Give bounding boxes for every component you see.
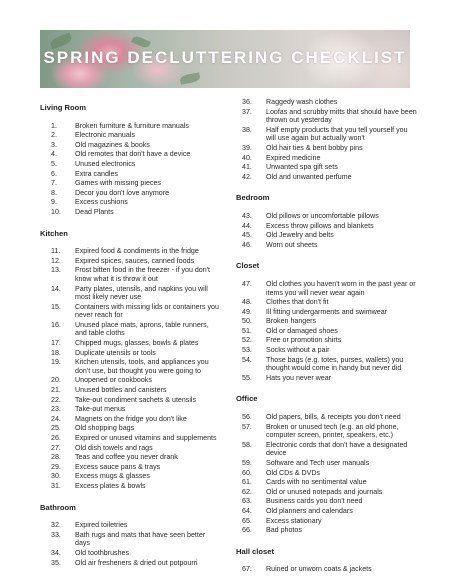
item-text: Old hair ties & bent bobby pins (266, 143, 363, 152)
checklist-item (236, 241, 418, 250)
checklist-item (236, 144, 418, 153)
checklist-item (236, 413, 418, 422)
item-text: Old planners and calendars (266, 506, 353, 515)
section-gap (40, 492, 220, 498)
checklist-item (40, 160, 220, 169)
item-text: Containers with missing lids or containers you never reach for (75, 302, 219, 320)
item-number: 18. (51, 348, 61, 357)
checklist-item (40, 463, 220, 472)
item-number: 20. (51, 376, 61, 385)
section-gap (40, 568, 220, 574)
item-number: 22. (51, 395, 61, 404)
checklist-item (236, 374, 418, 383)
checklist-item (40, 349, 220, 358)
checklist-item (236, 469, 418, 478)
checklist-item (40, 189, 220, 198)
item-text: Half empty products that you tell yourself you will use again but actually won't (266, 125, 408, 143)
item-number: 48. (242, 298, 252, 307)
item-text: Old air fresheners & dried out potpourri (75, 558, 198, 567)
item-text: Those bags (e.g. totes, purses, wallets) you thought would come in handy but never did (266, 355, 404, 373)
checklist-item (40, 285, 220, 302)
item-text: Old toothbrushes (75, 548, 130, 557)
item-number: 15. (51, 302, 61, 311)
item-number: 9. (51, 198, 57, 207)
item-text: Expired medicine (266, 153, 321, 162)
checklist-item (236, 488, 418, 497)
item-number: 63. (242, 497, 252, 506)
item-text: Excess plates & bowls (75, 481, 146, 490)
checklist-item (40, 521, 220, 530)
checklist-item (236, 308, 418, 317)
item-text: Ill fitting undergarments and swimwear (266, 307, 388, 316)
checklist-item (236, 212, 418, 221)
checklist-item (236, 327, 418, 336)
section-gap (236, 536, 418, 542)
item-text: Unused place mats, aprons, table runners, and table cloths (75, 320, 209, 338)
checklist-item (40, 266, 220, 283)
item-number: 3. (51, 140, 57, 149)
checklist-item (40, 321, 220, 338)
item-text: Expired food & condiments in the fridge (75, 247, 199, 256)
checklist-item (40, 453, 220, 462)
header-banner (40, 30, 410, 88)
item-number: 58. (242, 440, 252, 449)
item-text: Socks without a pair (266, 346, 330, 355)
checklist-item (40, 386, 220, 395)
item-text: Old papers, bills, & receipts you don't need (266, 413, 401, 422)
item-text: Old and unwanted perfume (266, 172, 352, 181)
item-number: 42. (242, 172, 252, 181)
item-number: 60. (242, 468, 252, 477)
checklist-item (40, 122, 220, 131)
item-number: 35. (51, 558, 61, 567)
checklist-item (236, 336, 418, 345)
item-number: 27. (51, 443, 61, 452)
item-text: Raggedy wash clothes (266, 98, 338, 106)
section-gap (236, 575, 418, 581)
section-gap (236, 182, 418, 188)
item-number: 1. (51, 121, 57, 130)
item-number: 64. (242, 506, 252, 515)
item-number: 6. (51, 169, 57, 178)
checklist-item (40, 472, 220, 481)
item-number: 61. (242, 478, 252, 487)
item-text: Frost bitten food in the freezer - if you don't know what it is throw it out (75, 266, 211, 283)
checklist-item (40, 257, 220, 266)
item-number: 51. (242, 326, 252, 335)
checklist-item (236, 126, 418, 143)
checklist-item (236, 280, 418, 297)
checklist-item (40, 303, 220, 320)
item-text: Expired toiletries (75, 521, 128, 530)
item-text: Bad photos (266, 526, 302, 535)
item-text: Party plates, utensils, and napkins you will most likely never use (75, 284, 208, 302)
item-text: Expired or unused vitamins and supplements (75, 434, 217, 442)
section-title: Bedroom (236, 193, 270, 203)
item-text: Excess mugs & glasses (75, 472, 150, 481)
item-number: 47. (242, 279, 252, 288)
section-title: Office (236, 394, 258, 404)
item-number: 57. (242, 422, 252, 431)
item-text: Chipped mugs, glasses, bowls & plates (75, 339, 199, 348)
checklist-item (236, 423, 418, 440)
item-text: Cards with no sentimental value (266, 478, 367, 487)
section-title: Bathroom (40, 502, 76, 512)
checklist-item (40, 424, 220, 433)
checklist-item (236, 517, 418, 526)
checklist-item (236, 478, 418, 487)
item-text: Games with missing pieces (75, 179, 161, 188)
item-number: 21. (51, 386, 61, 395)
item-number: 41. (242, 163, 252, 172)
item-text: Bath rugs and mats that have seen better days (75, 530, 206, 548)
item-number: 28. (51, 453, 61, 462)
item-number: 26. (51, 434, 61, 442)
checklist-item (236, 507, 418, 516)
checklist-item (40, 396, 220, 405)
item-number: 36. (242, 98, 252, 106)
item-number: 53. (242, 346, 252, 355)
item-text: Old remotes that don't have a device (75, 150, 191, 159)
item-number: 46. (242, 240, 252, 249)
section-title: Hall closet (236, 546, 274, 556)
item-number: 12. (51, 256, 61, 265)
item-number: 38. (242, 125, 252, 134)
checklist-item (40, 415, 220, 424)
checklist-item (236, 98, 418, 107)
item-number: 30. (51, 472, 61, 481)
checklist-item (40, 482, 220, 491)
item-text: Business cards you don't need (266, 497, 363, 506)
checklist-item (40, 131, 220, 140)
checklist-item (236, 317, 418, 326)
checklist-item (236, 459, 418, 468)
checklist-item (40, 549, 220, 558)
item-text: Broken or unused tech (e.g. an old phone, computer screen, printer, speakers, etc.) (266, 422, 399, 440)
item-number: 44. (242, 221, 252, 230)
checklist-item (40, 531, 220, 548)
checklist-item (40, 198, 220, 207)
section-gap (236, 383, 418, 389)
checklist-item (236, 298, 418, 307)
item-text: Old dish towels and rags (75, 443, 153, 452)
item-number: 40. (242, 153, 252, 162)
item-number: 24. (51, 414, 61, 423)
item-number: 13. (51, 266, 61, 275)
section-title: Living Room (40, 103, 86, 112)
item-number: 32. (51, 521, 61, 530)
item-text: Old clothes you haven't worn in the past year or items you will never wear again (266, 279, 416, 297)
checklist-item (236, 108, 418, 125)
item-text: Old or damaged shoes (266, 326, 338, 335)
leaf-decoration (49, 33, 73, 50)
checklist-item (40, 444, 220, 453)
item-text: Old Jewelry and belts (266, 231, 334, 240)
item-number: 29. (51, 462, 61, 471)
item-number: 19. (51, 358, 61, 367)
item-text: Excess stationary (266, 516, 322, 525)
item-number: 52. (242, 336, 252, 345)
leaf-decoration (179, 72, 200, 84)
section-gap (236, 250, 418, 256)
item-number: 34. (51, 548, 61, 557)
item-number: 67. (242, 565, 252, 574)
item-number: 45. (242, 231, 252, 240)
left-column (40, 98, 220, 574)
item-number: 2. (51, 131, 57, 140)
item-number: 37. (242, 107, 252, 116)
checklist-item (236, 346, 418, 355)
item-text: Old CDs & DVDs (266, 468, 320, 477)
checklist-item (236, 356, 418, 373)
checklist-item (40, 141, 220, 150)
checklist-item (40, 559, 220, 568)
item-number: 5. (51, 159, 57, 168)
right-column (236, 98, 418, 581)
item-number: 7. (51, 179, 57, 188)
item-text: Old or unused notepads and journals (266, 487, 383, 496)
checklist-item (40, 247, 220, 256)
item-text: Clothes that don't fit (266, 298, 329, 307)
item-number: 54. (242, 355, 252, 364)
item-number: 8. (51, 188, 57, 197)
item-text: Loofas and scrubby mitts that should have been thrown out yesterday (266, 107, 417, 125)
item-text: Ruined or unworn coats & jackets (266, 565, 372, 574)
item-number: 23. (51, 405, 61, 414)
checklist-item (236, 222, 418, 231)
item-text: Broken furniture & furniture manuals (75, 121, 189, 130)
item-text: Take-out condiment sachets & utensils (75, 395, 197, 404)
checklist-item (40, 434, 220, 443)
item-text: Free or promotion shirts (266, 336, 342, 345)
checklist-item (236, 565, 418, 574)
checklist-item (236, 163, 418, 172)
checklist-item (40, 405, 220, 414)
item-number: 65. (242, 516, 252, 525)
checklist-item (236, 441, 418, 458)
checklist-item (236, 173, 418, 182)
item-text: Take-out menus (75, 405, 126, 414)
item-text: Unused electronics (75, 159, 136, 168)
item-number: 31. (51, 481, 61, 490)
item-number: 49. (242, 307, 252, 316)
item-text: Old pillows or uncomfortable pillows (266, 211, 379, 220)
checklist-item (40, 358, 220, 375)
item-text: Broken hangers (266, 317, 317, 326)
page-title: SPRING DECLUTTERING CHECKLIST (43, 48, 407, 67)
item-text: Hats you never wear (266, 373, 332, 382)
item-number: 43. (242, 211, 252, 220)
checklist-item (40, 170, 220, 179)
item-text: Magnets on the fridge you don't like (75, 414, 187, 423)
section-title: Kitchen (40, 228, 68, 238)
item-number: 14. (51, 284, 61, 293)
checklist-item (40, 339, 220, 348)
item-text: Electronic cords that don't have a designated device (266, 440, 408, 458)
item-number: 11. (51, 247, 61, 256)
item-number: 59. (242, 459, 252, 467)
item-number: 50. (242, 317, 252, 326)
item-number: 10. (51, 207, 61, 216)
item-number: 39. (242, 143, 252, 152)
checklist-item (40, 208, 220, 217)
item-text: Excess cushions (75, 198, 128, 207)
item-text: Unopened or cookbooks (75, 376, 152, 385)
item-text: Decor you don't love anymore (75, 188, 170, 197)
item-text: Teas and coffee you never drank (75, 453, 178, 462)
item-number: 66. (242, 526, 252, 535)
item-number: 56. (242, 413, 252, 422)
item-text: Dead Plants (75, 207, 114, 216)
item-text: Software and Tech user manuals (266, 459, 370, 467)
item-number: 17. (51, 339, 61, 348)
item-number: 25. (51, 424, 61, 433)
item-number: 33. (51, 530, 61, 539)
section-title: Closet (236, 261, 260, 271)
item-number: 4. (51, 150, 57, 159)
item-text: Duplicate utensils or tools (75, 348, 156, 357)
item-text: Unwanted spa gift sets (266, 163, 338, 172)
checklist-item (236, 154, 418, 163)
item-text: Electronic manuals (75, 131, 135, 140)
item-text: Old shopping bags (75, 424, 135, 433)
item-number: 16. (51, 320, 61, 329)
item-text: Old magazines & books (75, 140, 150, 149)
item-text: Worn out sheets (266, 240, 318, 249)
checklist-item (40, 179, 220, 188)
item-text: Expired spices, sauces, canned foods (75, 256, 195, 265)
item-text: Excess throw pillows and blankets (266, 221, 374, 230)
section-gap (40, 218, 220, 224)
checklist-item (236, 497, 418, 506)
item-text: Extra candles (75, 169, 118, 178)
item-number: 55. (242, 373, 252, 382)
item-text: Excess sauce pans & trays (75, 462, 161, 471)
checklist-item (40, 376, 220, 385)
checklist-item (236, 526, 418, 535)
item-text: Kitchen utensils, tools, and appliances you don't use, but thought you were going to (75, 358, 209, 375)
item-number: 62. (242, 487, 252, 496)
checklist-item (40, 150, 220, 159)
item-text: Unused bottles and canisters (75, 386, 167, 395)
checklist-item (236, 231, 418, 240)
